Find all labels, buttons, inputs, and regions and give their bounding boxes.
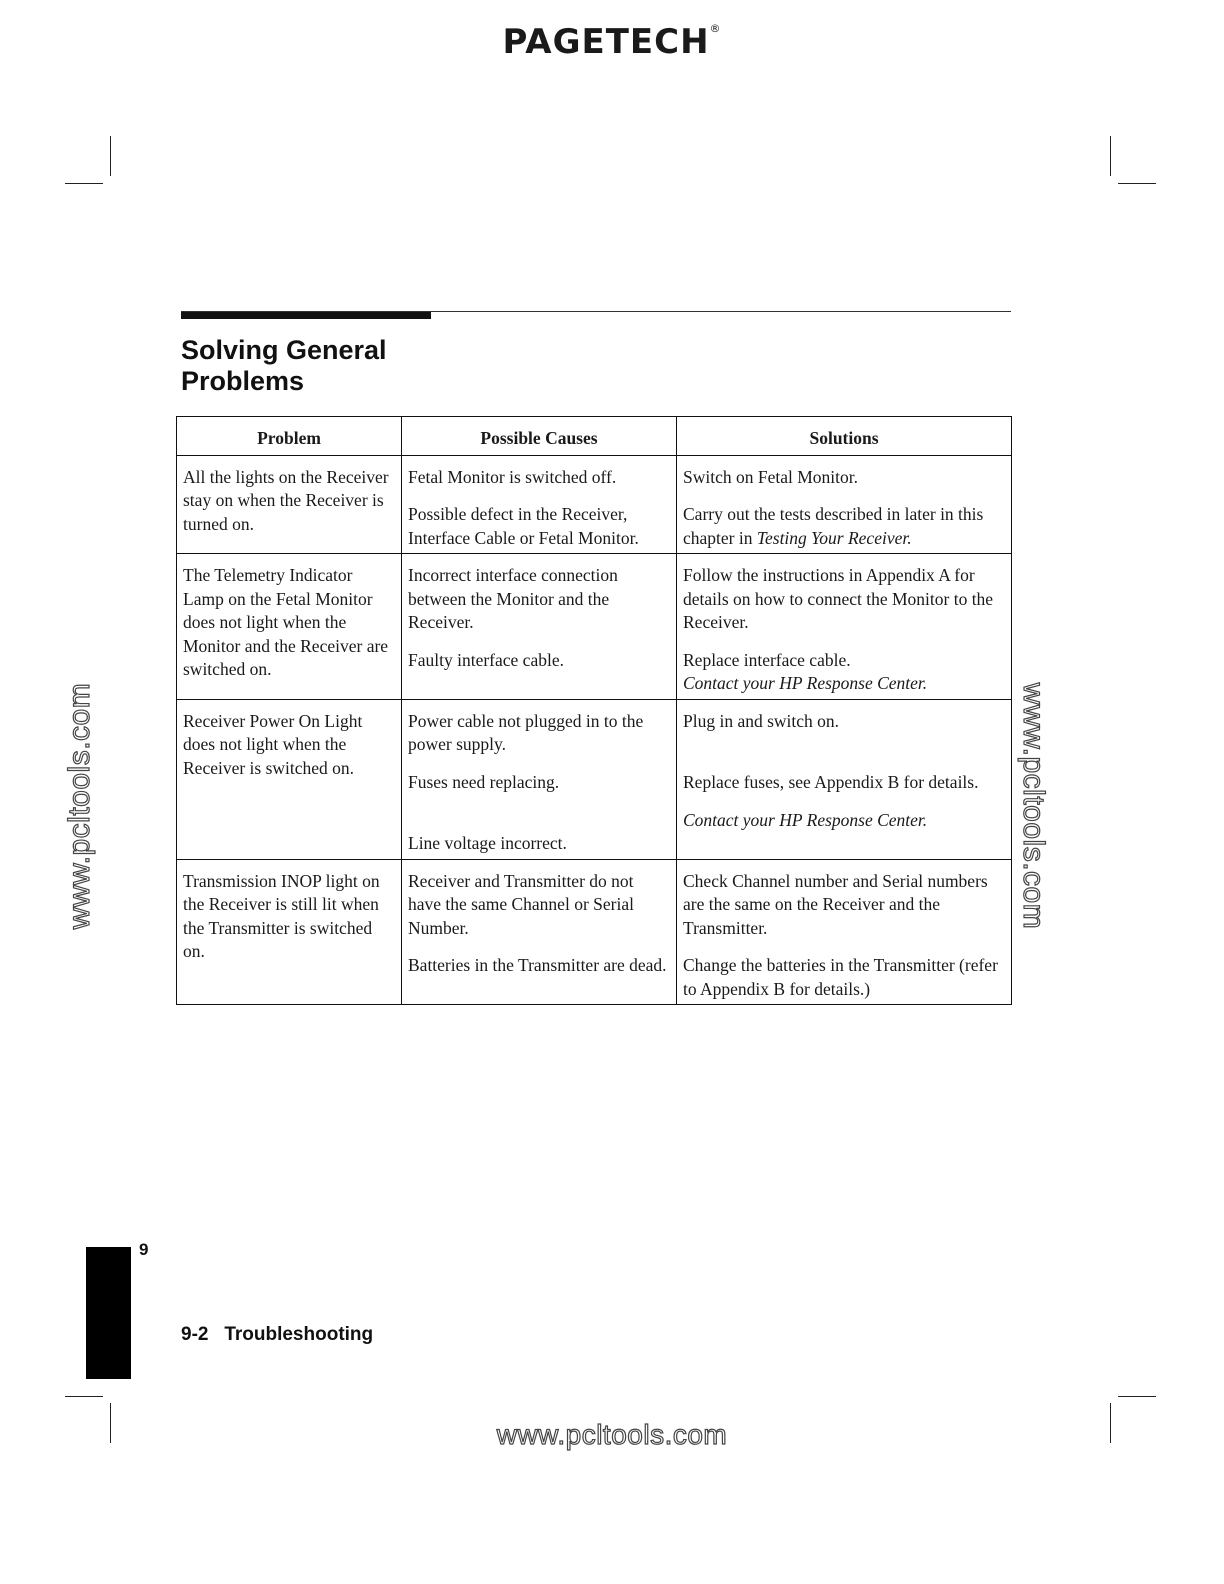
section-title-line-1: Solving General	[181, 335, 387, 365]
logo-text: PAGETECH	[502, 22, 710, 62]
table-row	[177, 455, 1012, 554]
header-problem: Problem	[177, 417, 402, 456]
solution-text: Plug in and switch on.	[683, 710, 840, 731]
problem-cell	[177, 455, 402, 554]
problem-cell	[177, 859, 402, 1005]
causes-cell	[402, 455, 677, 554]
problem-cell	[177, 554, 402, 700]
table-row	[177, 554, 1012, 700]
registered-mark: ®	[709, 22, 722, 35]
section-title-line-2: Problems	[181, 366, 305, 396]
cause-text: Fetal Monitor is switched off.	[408, 466, 617, 487]
solution-text: Follow the instructions in Appendix A for details on how to connect the Monitor to the Receiver.	[683, 565, 994, 632]
cause-text: Line voltage incorrect.	[408, 833, 567, 853]
cause-text: Batteries in the Transmitter are dead.	[408, 955, 667, 975]
problem-text: All the lights on the Receiver stay on when the Receiver is turned on.	[183, 466, 389, 534]
causes-cell	[402, 699, 677, 859]
problem-text: Receiver Power On Light does not light when the Receiver is switched on.	[183, 710, 363, 778]
watermark-right: www.pcltools.com	[1017, 682, 1050, 930]
cause-text: Power cable not plugged in to the power supply.	[408, 710, 644, 754]
crop-mark-bottom-right-horizontal	[1118, 1396, 1156, 1397]
troubleshooting-table	[176, 416, 1012, 1005]
header-solutions: Solutions	[677, 417, 1012, 456]
problem-cell	[177, 699, 402, 859]
solution-text: Check Channel number and Serial numbers are the same on the Receiver and the Transmitter.	[683, 870, 988, 938]
chapter-reference: Testing Your Receiver.	[756, 527, 912, 548]
contact-note: Contact your HP Response Center.	[683, 673, 928, 693]
solution-text-part: Carry out the tests described in later in this chapter in	[683, 504, 984, 548]
table-row	[177, 699, 1012, 859]
solution-text: Replace fuses, see Appendix B for details.	[683, 772, 979, 792]
causes-cell	[402, 859, 677, 1005]
cause-text: Receiver and Transmitter do not have the same Channel or Serial Number.	[408, 870, 634, 938]
crop-mark-top-left-horizontal	[65, 183, 103, 184]
solutions-cell	[677, 859, 1012, 1005]
page-number: 9-2	[181, 1324, 209, 1345]
cause-text: Possible defect in the Receiver, Interface Cable or Fetal Monitor.	[408, 504, 639, 548]
causes-cell	[402, 554, 677, 700]
watermark-bottom: www.pcltools.com	[496, 1419, 728, 1450]
crop-mark-bottom-left-horizontal	[65, 1396, 103, 1397]
cause-text: Fuses need replacing.	[408, 771, 560, 792]
solution-text	[683, 649, 1005, 696]
problem-text: The Telemetry Indicator Lamp on the Fetal Monitor does not light when the Monitor and the Receiver are switched on.	[183, 565, 389, 679]
solution-text	[683, 503, 1005, 550]
cause-text: Incorrect interface connection between the Monitor and the Receiver.	[408, 565, 618, 632]
pagetech-logo	[0, 22, 1224, 62]
solutions-cell	[677, 455, 1012, 554]
cause-text: Faulty interface cable.	[408, 649, 564, 670]
crop-mark-top-left-vertical	[110, 136, 111, 176]
section-title	[181, 335, 581, 397]
page-footer	[181, 1324, 373, 1346]
crop-mark-top-right-vertical	[1110, 136, 1111, 176]
table-header-row	[177, 417, 1012, 456]
solution-text: Switch on Fetal Monitor.	[683, 466, 858, 487]
table-row	[177, 859, 1012, 1005]
solution-text-part: Replace interface cable.	[683, 649, 851, 670]
chapter-tab-bar	[86, 1247, 131, 1379]
problem-text: Transmission INOP light on the Receiver is still lit when the Transmitter is switched on.	[183, 870, 380, 961]
solutions-cell	[677, 699, 1012, 859]
section-rule-thick	[181, 312, 431, 319]
solutions-cell	[677, 554, 1012, 700]
chapter-number: 9	[139, 1240, 149, 1259]
contact-note: Contact your HP Response Center.	[683, 809, 928, 830]
header-possible-causes: Possible Causes	[402, 417, 677, 456]
footer-chapter-title: Troubleshooting	[224, 1324, 374, 1345]
watermark-left: www.pcltools.com	[63, 682, 96, 930]
crop-mark-top-right-horizontal	[1118, 183, 1156, 184]
solution-text: Change the batteries in the Transmitter (refer to Appendix B for details.)	[683, 955, 998, 999]
